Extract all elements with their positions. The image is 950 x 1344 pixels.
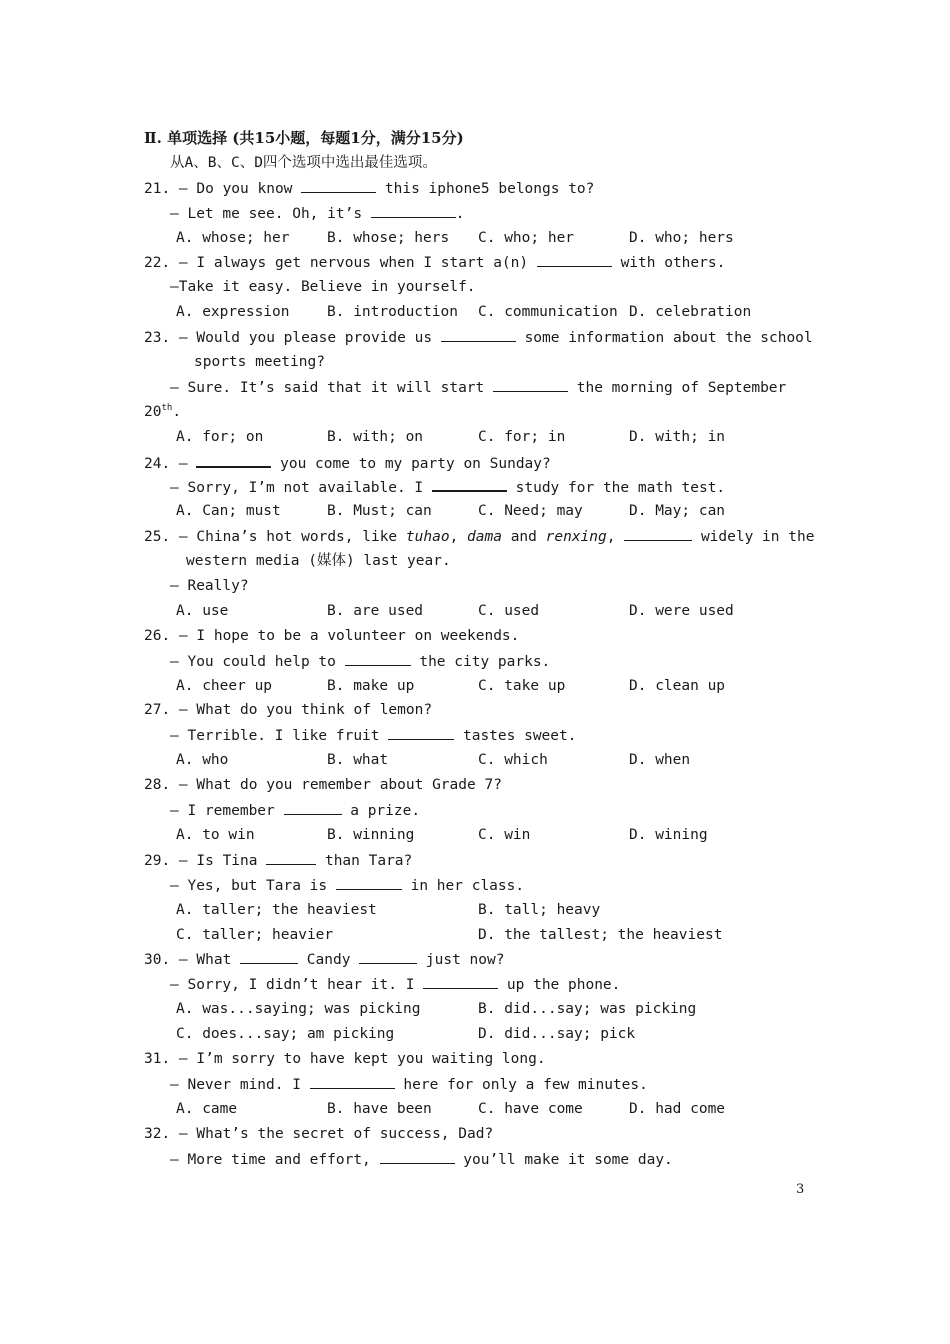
q23-question: 23. — Would you please provide us some information about the school: [144, 325, 824, 350]
answer-blank: [423, 972, 498, 989]
option-b: B. winning: [327, 826, 415, 843]
q31-question: 31. — I’m sorry to have kept you waiting long.: [144, 1050, 546, 1067]
option-d: D. did...say; pick: [478, 1026, 636, 1043]
answer-blank: [310, 1072, 395, 1089]
option-b: B. tall; heavy: [478, 901, 601, 918]
answer-blank: [432, 474, 507, 492]
option-c: C. take up: [478, 677, 566, 694]
option-a: A. Can; must: [176, 503, 281, 520]
option-a: A. whose; her: [176, 229, 290, 246]
option-c: C. have come: [478, 1100, 583, 1117]
q29-reply: — Yes, but Tara is in her class.: [144, 873, 824, 898]
answer-blank: [380, 1147, 455, 1164]
answer-blank: [359, 947, 417, 964]
answer-blank: [345, 649, 411, 666]
option-c: C. which: [478, 752, 548, 769]
q21-reply: — Let me see. Oh, it’s .: [144, 201, 824, 226]
option-d: D. celebration: [629, 304, 752, 321]
option-b: B. what: [327, 752, 389, 769]
q27-options: [144, 748, 824, 773]
q30-options-row1: [144, 997, 824, 1022]
q30-options-row2: [144, 1022, 824, 1047]
option-c: C. for; in: [478, 428, 566, 445]
option-c: C. communication: [478, 304, 618, 321]
q28-options: [144, 823, 824, 848]
option-b: B. did...say; was picking: [478, 1001, 697, 1018]
q23-reply-cont: 20th.: [144, 402, 182, 420]
q24-options: [144, 499, 824, 524]
option-a: A. use: [176, 602, 229, 619]
answer-blank: [301, 176, 376, 193]
option-b: B. make up: [327, 677, 415, 694]
answer-blank: [196, 450, 271, 468]
answer-blank: [388, 723, 454, 740]
answer-blank: [493, 375, 568, 392]
q28-question: 28. — What do you remember about Grade 7?: [144, 777, 502, 794]
option-a: A. who: [176, 752, 229, 769]
option-c: C. does...say; am picking: [176, 1026, 395, 1043]
q29-options-row1: [144, 898, 824, 923]
option-a: A. expression: [176, 304, 290, 321]
option-d: D. the tallest; the heaviest: [478, 926, 723, 943]
answer-blank: [266, 848, 316, 865]
option-d: D. when: [629, 752, 691, 769]
answer-blank: [441, 325, 516, 342]
q21-question: 21. — Do you know this iphone5 belongs to?: [144, 176, 824, 201]
q31-options: [144, 1097, 824, 1122]
q24-reply: — Sorry, I’m not available. I study for the math test.: [144, 474, 824, 499]
option-d: D. who; hers: [629, 229, 734, 246]
option-a: A. came: [176, 1100, 238, 1117]
option-a: A. was...saying; was picking: [176, 1001, 421, 1018]
option-d: D. had come: [629, 1100, 726, 1117]
option-d: D. May; can: [629, 503, 726, 520]
q27-question: 27. — What do you think of lemon?: [144, 702, 433, 719]
option-a: A. to win: [176, 826, 255, 843]
q22-question: 22. — I always get nervous when I start a(n) with others.: [144, 250, 824, 275]
q25-reply: — Really?: [170, 578, 249, 595]
option-c: C. Need; may: [478, 503, 583, 520]
q29-options-row2: [144, 923, 824, 948]
option-b: B. with; on: [327, 428, 424, 445]
q26-options: [144, 674, 824, 699]
option-c: C. taller; heavier: [176, 926, 334, 943]
option-d: D. wining: [629, 826, 708, 843]
option-d: D. with; in: [629, 428, 726, 445]
q30-question: 30. — What Candy just now?: [144, 947, 824, 972]
q32-question: 32. — What’s the secret of success, Dad?: [144, 1125, 494, 1142]
q25-question: 25. — China’s hot words, like tuhao, dama and renxing, widely in the: [144, 524, 824, 549]
q32-reply: — More time and effort, you’ll make it some day.: [144, 1147, 824, 1172]
option-d: D. were used: [629, 602, 734, 619]
answer-blank: [537, 250, 612, 267]
q22-options: [144, 300, 824, 325]
answer-blank: [624, 524, 692, 541]
q31-reply: — Never mind. I here for only a few minutes.: [144, 1072, 824, 1097]
answer-blank: [371, 201, 456, 218]
answer-blank: [240, 947, 298, 964]
answer-blank: [284, 798, 342, 815]
q23-options: [144, 425, 824, 450]
q22-reply: —Take it easy. Believe in yourself.: [170, 279, 476, 296]
section-title: Ⅱ. 单项选择 (共15小题，每题1分，满分15分): [144, 129, 464, 147]
q23-reply: — Sure. It’s said that it will start the morning of September: [144, 375, 824, 400]
q26-reply: — You could help to the city parks.: [144, 649, 824, 674]
q28-reply: — I remember a prize.: [144, 798, 824, 823]
option-c: C. used: [478, 602, 540, 619]
option-d: D. clean up: [629, 677, 726, 694]
option-b: B. introduction: [327, 304, 458, 321]
question-section: [144, 126, 824, 1171]
answer-blank: [336, 873, 402, 890]
option-a: A. for; on: [176, 428, 264, 445]
q24-question: 24. — you come to my party on Sunday?: [144, 450, 824, 475]
section-instruction: 从A、B、C、D四个选项中选出最佳选项。: [170, 154, 437, 171]
q21-options: [144, 226, 824, 251]
q29-question: 29. — Is Tina than Tara?: [144, 848, 824, 873]
option-a: A. taller; the heaviest: [176, 901, 377, 918]
q25-question-cont: western media (媒体) last year.: [186, 553, 451, 570]
option-c: C. win: [478, 826, 531, 843]
q25-options: [144, 599, 824, 624]
page-number: 3: [796, 1182, 805, 1197]
option-b: B. are used: [327, 602, 424, 619]
q23-question-cont: sports meeting?: [194, 354, 325, 371]
q30-reply: — Sorry, I didn’t hear it. I up the phone.: [144, 972, 824, 997]
option-c: C. who; her: [478, 229, 575, 246]
option-b: B. have been: [327, 1100, 432, 1117]
q27-reply: — Terrible. I like fruit tastes sweet.: [144, 723, 824, 748]
option-b: B. Must; can: [327, 503, 432, 520]
option-a: A. cheer up: [176, 677, 273, 694]
q26-question: 26. — I hope to be a volunteer on weekends.: [144, 627, 520, 644]
option-b: B. whose; hers: [327, 229, 450, 246]
